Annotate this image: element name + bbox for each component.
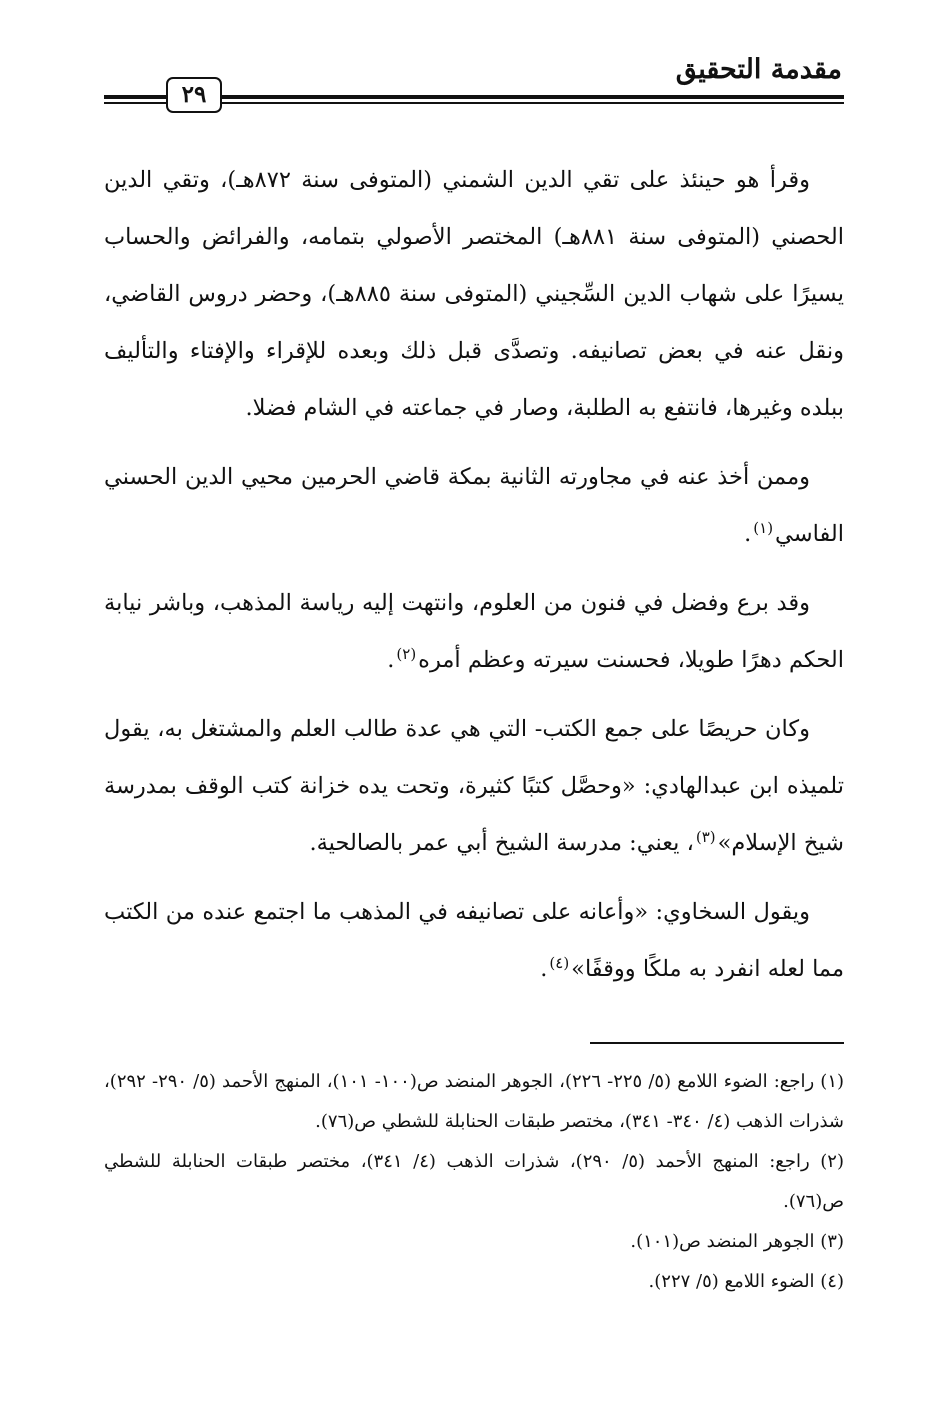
paragraph-tail: .	[744, 521, 752, 547]
paragraph-text: وممن أخذ عنه في مجاورته الثانية بمكة قاضي الحرمين محيي الدين الحسني الفاسي	[104, 464, 844, 547]
paragraph	[104, 884, 844, 998]
footnote: (١) راجع: الضوء اللامع (٥/ ٢٢٥- ٢٢٦)، الجوهر المنضد ص(١٠٠- ١٠١)، المنهج الأحمد (٥/ ٢٩٠- ٢٩٢)، شذرات الذهب (٤/ ٣٤٠- ٣٤١)، مختصر طبقات الحنابلة للشطي ص(٧٦).	[104, 1071, 845, 1132]
paragraph-tail: ، يعني: مدرسة الشيخ أبي عمر بالصالحية.	[309, 830, 694, 856]
page-number: ٢٩	[166, 77, 222, 113]
footnote-reference[interactable]: (١)	[753, 518, 774, 537]
footnote: (٣) الجوهر المنضد ص(١٠١).	[630, 1231, 844, 1252]
running-title: مقدمة التحقيق	[675, 54, 842, 85]
paragraph	[104, 152, 844, 437]
footnote-reference[interactable]: (٤)	[549, 953, 570, 972]
footnote: (٢) راجع: المنهج الأحمد (٥/ ٢٩٠)، شذرات الذهب (٤/ ٣٤١)، مختصر طبقات الحنابلة للشطي ص(٧٦).	[104, 1151, 844, 1212]
footnote-separator	[590, 1042, 844, 1044]
paragraph-text: وقد برع وفضل في فنون من العلوم، وانتهت إليه رياسة المذهب، وباشر نيابة الحكم دهرًا طويلا، فحسنت سيرته وعظم أمره	[104, 590, 844, 673]
footnotes	[104, 1062, 844, 1302]
paragraph	[104, 449, 844, 563]
footnote-reference[interactable]: (٢)	[396, 644, 417, 663]
paragraph-text: ويقول السخاوي: «وأعانه على تصانيفه في المذهب ما اجتمع عنده من الكتب مما لعله انفرد به ملكًا ووقفًا»	[104, 899, 844, 982]
footnote-reference[interactable]: (٣)	[695, 827, 716, 846]
footnote: (٤) الضوء اللامع (٥/ ٢٢٧).	[648, 1271, 844, 1292]
paragraph-tail: .	[540, 956, 548, 982]
paragraph	[104, 701, 844, 872]
paragraph-text: وكان حريصًا على جمع الكتب- التي هي عدة طالب العلم والمشتغل به، يقول تلميذه ابن عبدالهادي: «وحصَّل كتبًا كثيرة، وتحت يده خزانة كتب الوقف بمدرسة شيخ الإسلام»	[104, 716, 844, 856]
paragraph-text: وقرأ هو حينئذ على تقي الدين الشمني (المتوفى سنة ٨٧٢هـ)، وتقي الدين الحصني (المتوفى سنة ٨٨١هـ) المختصر الأصولي بتمامه، والفرائض والحساب يسيرًا على شهاب الدين السِّجيني (المتوفى سنة ٨٨٥هـ)، وحضر دروس القاضي، ونقل عنه في بعض تصانيفه. وتصدَّى قبل ذلك وبعده للإقراء والإفتاء والتأليف ببلده وغيرها، فانتفع به الطلبة، وصار في جماعته في الشام فضلا.	[104, 167, 844, 421]
paragraph-tail: .	[387, 647, 395, 673]
body-text	[104, 152, 844, 1010]
paragraph	[104, 575, 844, 689]
